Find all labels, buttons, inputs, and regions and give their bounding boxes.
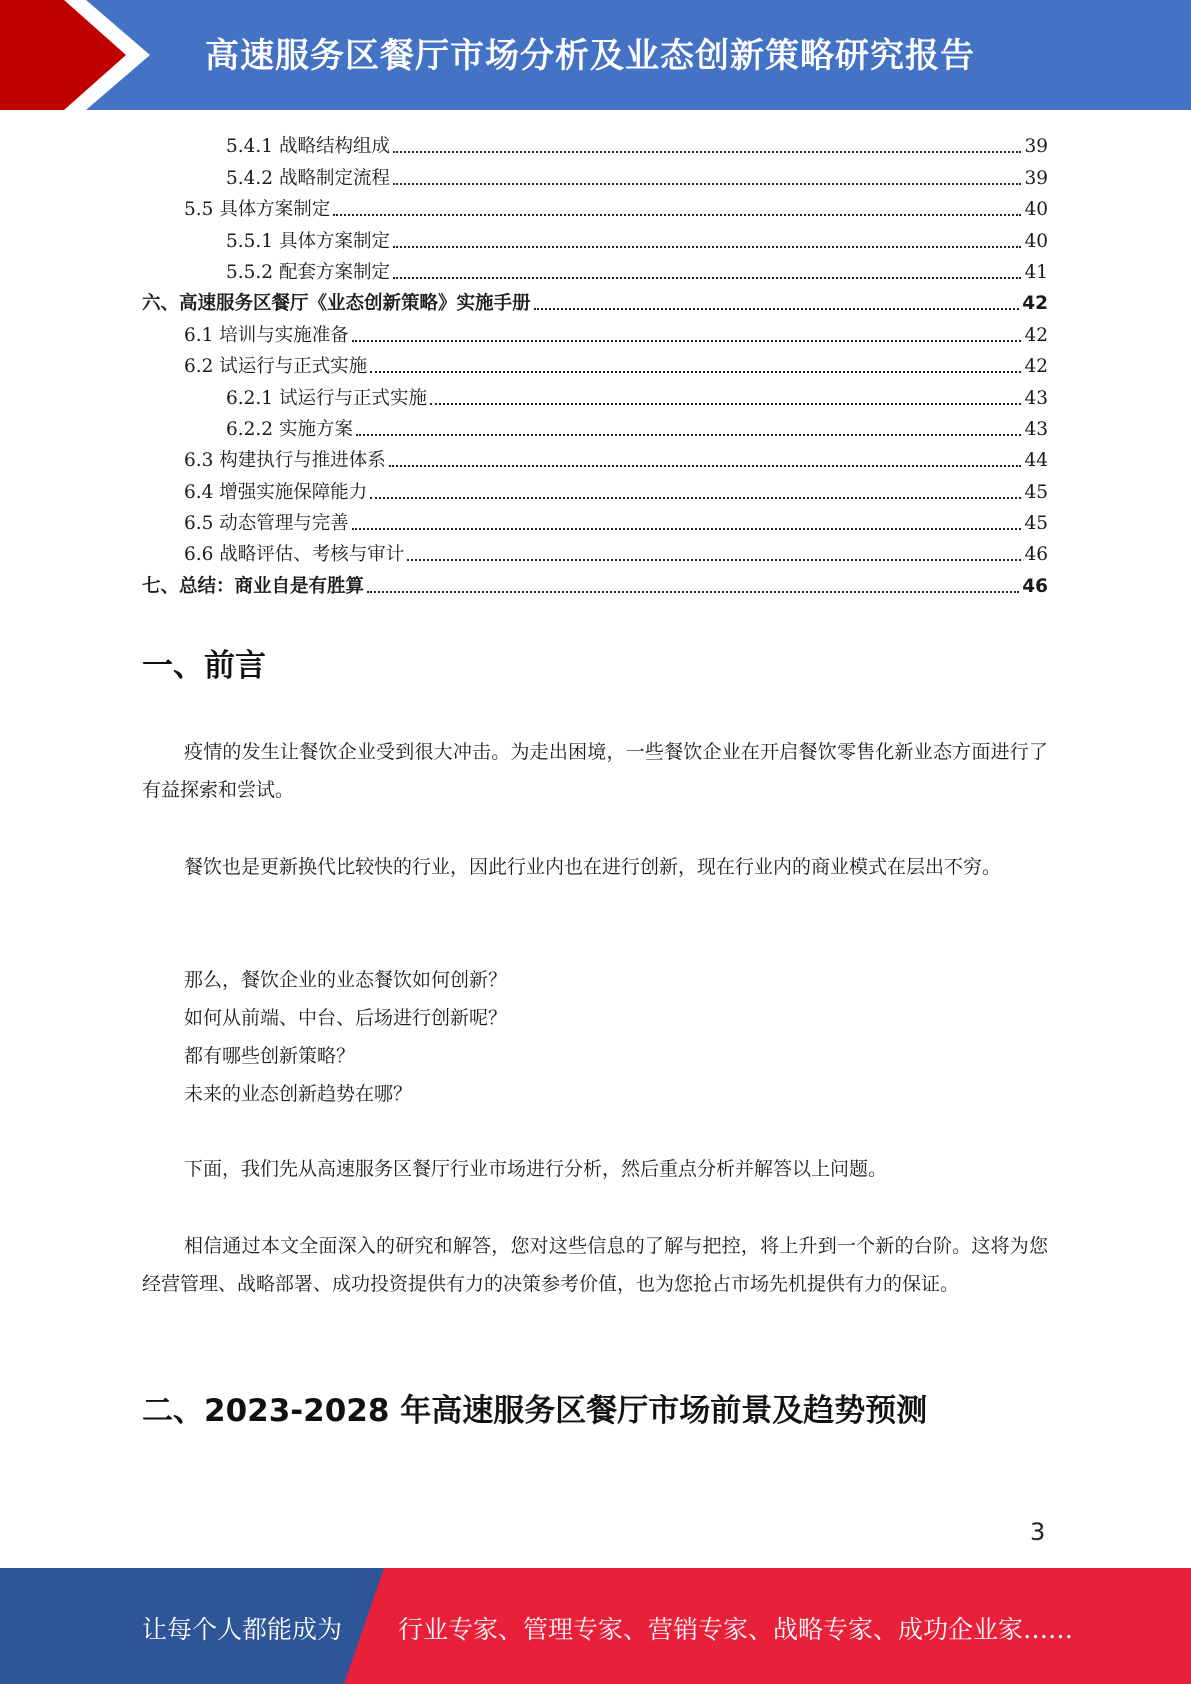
toc-leader-dots bbox=[370, 371, 1021, 373]
toc-entry[interactable] bbox=[142, 473, 1048, 504]
toc-entry-page: 39 bbox=[1024, 136, 1048, 158]
toc-entry-label: 6.2 试运行与正式实施 bbox=[184, 356, 368, 378]
toc-leader-dots bbox=[370, 497, 1021, 499]
question-line: 未来的业态创新趋势在哪？ bbox=[184, 1083, 413, 1105]
toc-leader-dots bbox=[430, 403, 1021, 405]
toc-entry-page: 41 bbox=[1024, 261, 1048, 283]
toc-leader-dots bbox=[352, 340, 1022, 342]
toc-leader-dots bbox=[389, 465, 1022, 467]
paragraph-3: 下面，我们先从高速服务区餐厅行业市场进行分析，然后重点分析并解答以上问题。 bbox=[184, 1158, 888, 1180]
page-header bbox=[0, 0, 1191, 110]
toc-leader-dots bbox=[407, 559, 1021, 561]
toc-leader-dots bbox=[393, 151, 1021, 153]
toc-entry-page: 42 bbox=[1024, 324, 1048, 346]
toc-entry-label: 6.6 战略评估、考核与审计 bbox=[184, 544, 405, 566]
toc-entry-page: 40 bbox=[1024, 230, 1048, 252]
toc-leader-dots bbox=[367, 591, 1019, 593]
toc-entry[interactable] bbox=[142, 411, 1048, 442]
toc-entry[interactable] bbox=[142, 379, 1048, 410]
section-heading-preface: 一、前言 bbox=[142, 648, 266, 684]
toc-entry-label: 5.4.1 战略结构组成 bbox=[226, 136, 390, 158]
toc-entry-label: 6.3 构建执行与推进体系 bbox=[184, 450, 386, 472]
toc-entry[interactable] bbox=[142, 128, 1048, 159]
question-line: 都有哪些创新策略？ bbox=[184, 1045, 356, 1067]
toc-entry[interactable] bbox=[142, 222, 1048, 253]
toc-entry-label: 5.4.2 战略制定流程 bbox=[226, 167, 390, 189]
toc-entry-page: 43 bbox=[1024, 387, 1048, 409]
toc-entry-page: 40 bbox=[1024, 199, 1048, 221]
report-title: 高速服务区餐厅市场分析及业态创新策略研究报告 bbox=[205, 36, 975, 76]
toc-entry-page: 39 bbox=[1024, 167, 1048, 189]
toc-entry-label: 5.5.2 配套方案制定 bbox=[226, 261, 390, 283]
toc-entry[interactable] bbox=[142, 348, 1048, 379]
toc-entry[interactable] bbox=[142, 505, 1048, 536]
footer-slogan-right: 行业专家、管理专家、营销专家、战略专家、成功企业家…… bbox=[398, 1615, 1074, 1644]
toc-entry[interactable] bbox=[142, 536, 1048, 567]
toc-entry-page: 42 bbox=[1024, 356, 1048, 378]
toc-entry-page: 46 bbox=[1022, 575, 1048, 597]
header-chevron-decoration bbox=[0, 0, 150, 110]
toc-entry-label: 6.5 动态管理与完善 bbox=[184, 513, 349, 535]
question-line: 如何从前端、中台、后场进行创新呢？ bbox=[184, 1007, 508, 1029]
toc-entry-page: 43 bbox=[1024, 418, 1048, 440]
toc-leader-dots bbox=[534, 308, 1020, 310]
page-footer bbox=[0, 1568, 1191, 1684]
toc-entry-page: 42 bbox=[1022, 293, 1048, 315]
toc-entry[interactable] bbox=[142, 442, 1048, 473]
toc-leader-dots bbox=[393, 246, 1021, 248]
toc-entry-label: 6.2.2 实施方案 bbox=[226, 418, 353, 440]
paragraph-2: 餐饮也是更新换代比较快的行业，因此行业内也在进行创新，现在行业内的商业模式在层出不穷。 bbox=[184, 856, 1002, 878]
toc-entry-page: 44 bbox=[1024, 450, 1048, 472]
toc-entry-page: 45 bbox=[1024, 513, 1048, 535]
paragraph-4: 相信通过本文全面深入的研究和解答，您对这些信息的了解与把控，将上升到一个新的台阶。这将为您经营管理、战略部署、成功投资提供有力的决策参考价值，也为您抢占市场先机提供有力的保证。 bbox=[142, 1235, 1048, 1295]
page-number: 3 bbox=[1030, 1518, 1046, 1546]
toc-entry-label: 5.5.1 具体方案制定 bbox=[226, 230, 390, 252]
toc-entry-label: 5.5 具体方案制定 bbox=[184, 199, 331, 221]
toc-entry-page: 45 bbox=[1024, 481, 1048, 503]
toc-entry-label: 七、总结：商业自是有胜算 bbox=[142, 575, 365, 597]
toc-entry[interactable] bbox=[142, 567, 1048, 598]
toc-leader-dots bbox=[393, 183, 1021, 185]
toc-leader-dots bbox=[393, 277, 1021, 279]
toc-entry-label: 6.1 培训与实施准备 bbox=[184, 324, 349, 346]
toc-entry[interactable] bbox=[142, 159, 1048, 190]
paragraph-1: 疫情的发生让餐饮企业受到很大冲击。为走出困境，一些餐饮企业在开启餐饮零售化新业态方面进行了有益探索和尝试。 bbox=[142, 741, 1048, 801]
toc-leader-dots bbox=[356, 434, 1022, 436]
toc-entry[interactable] bbox=[142, 254, 1048, 285]
section-heading-forecast: 二、2023-2028 年高速服务区餐厅市场前景及趋势预测 bbox=[142, 1393, 928, 1429]
question-line: 那么，餐饮企业的业态餐饮如何创新？ bbox=[184, 969, 508, 991]
toc-leader-dots bbox=[333, 214, 1021, 216]
toc-entry[interactable] bbox=[142, 285, 1048, 316]
toc-entry-page: 46 bbox=[1024, 544, 1048, 566]
toc-entry-label: 六、高速服务区餐厅《业态创新策略》实施手册 bbox=[142, 293, 531, 315]
toc-entry[interactable] bbox=[142, 316, 1048, 347]
toc-entry[interactable] bbox=[142, 191, 1048, 222]
toc-entry-label: 6.4 增强实施保障能力 bbox=[184, 481, 368, 503]
toc-entry-label: 6.2.1 试运行与正式实施 bbox=[226, 387, 427, 409]
table-of-contents bbox=[142, 128, 1048, 599]
toc-leader-dots bbox=[352, 528, 1022, 530]
footer-slogan-left: 让每个人都能成为 bbox=[142, 1615, 343, 1644]
